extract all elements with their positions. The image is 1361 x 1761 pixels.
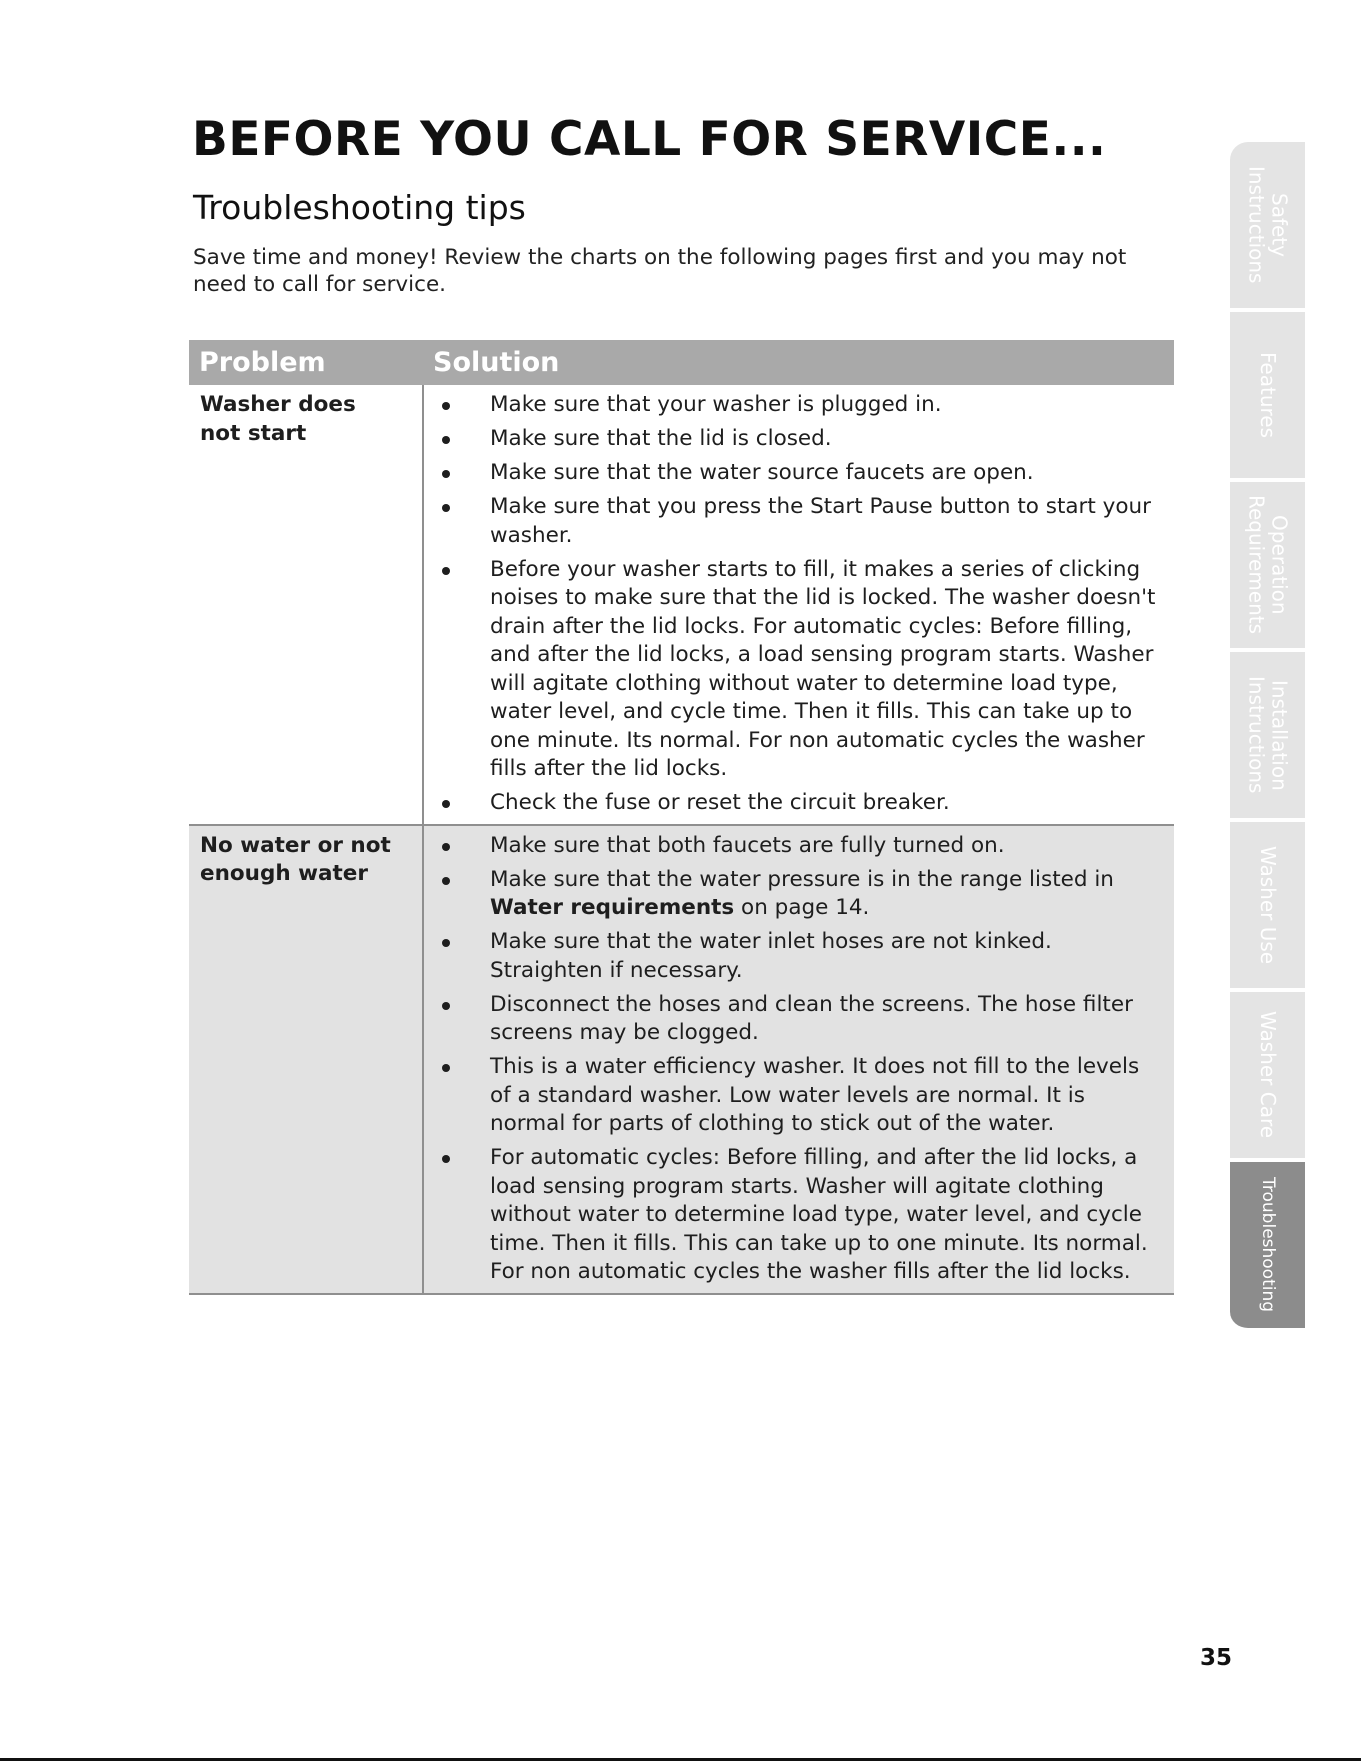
problem-cell [189, 385, 423, 825]
water-requirements-reference: Water requirements [490, 895, 735, 920]
solution-text: on page 14. [734, 895, 870, 920]
solution-item: Make sure that you press the Start Pause button to start your washer. [436, 493, 1164, 550]
solution-item: Check the fuse or reset the circuit breaker. [436, 789, 1164, 818]
tab-label: Troubleshooting [1258, 1177, 1278, 1313]
solution-item: Make sure that the water source faucets are open. [436, 459, 1164, 488]
solution-item: Make sure that your washer is plugged in. [436, 391, 1164, 420]
problem-column-header: Problem [189, 340, 423, 385]
tab-washer-use[interactable] [1230, 822, 1305, 990]
solution-cell [423, 385, 1174, 825]
tab-troubleshooting[interactable] [1230, 1162, 1305, 1330]
problem-text: not start [200, 420, 307, 446]
problem-text: Washer does [200, 392, 356, 417]
troubleshooting-table [189, 340, 1174, 1295]
solution-item: Make sure that both faucets are fully turned on. [436, 832, 1164, 861]
table-row [189, 825, 1174, 1294]
tab-operation-requirements[interactable] [1230, 482, 1305, 650]
tab-label: Washer Care [1256, 1011, 1280, 1139]
solution-text: Make sure that the water pressure is in the range listed in [490, 866, 1114, 892]
tab-washer-care[interactable] [1230, 992, 1305, 1160]
solution-item: Before your washer starts to fill, it makes a series of clicking noises to make sure that the lid is locked. The washer doesn't drain after the lid locks. For automatic cycles: Before filling, and after the lid locks, a load sensing program starts. Washer will agitate clothing without water to determine load type, water level, and cycle time. Then it fills. This can take up to one minute. Its normal. For non automatic cycles the washer fills after the lid locks. [436, 556, 1164, 784]
solution-list [436, 391, 1164, 818]
tab-safety-instructions[interactable] [1230, 142, 1305, 310]
page-number: 35 [1200, 1645, 1233, 1671]
solution-item: Make sure that the water inlet hoses are not kinked. Straighten if necessary. [436, 928, 1164, 985]
tab-features[interactable] [1230, 312, 1305, 480]
tab-label: Operation Requirements [1244, 495, 1292, 635]
solution-list [436, 832, 1164, 1287]
intro-text: Save time and money! Review the charts on the following pages first and you may not need to call for service. [193, 245, 1127, 297]
solution-item: For automatic cycles: Before filling, and after the lid locks, a load sensing program starts. Washer will agitate clothing without water to determine load type, water level, and cycle time. Then it fills. This can take up to one minute. Its normal. For non automatic cycles the washer fills after the lid locks. [436, 1144, 1164, 1287]
solution-item: Make sure that the lid is closed. [436, 425, 1164, 454]
table-header-row [189, 340, 1174, 385]
tab-installation-instructions[interactable] [1230, 652, 1305, 820]
solution-column-header: Solution [423, 340, 1174, 385]
table-row [189, 385, 1174, 825]
page-title: BEFORE YOU CALL FOR SERVICE... [192, 112, 1107, 167]
solution-item: Disconnect the hoses and clean the screens. The hose filter screens may be clogged. [436, 991, 1164, 1048]
solution-cell [423, 825, 1174, 1294]
tab-label: Safety Instructions [1244, 166, 1292, 284]
section-title: Troubleshooting tips [193, 188, 526, 227]
tab-label: Washer Use [1256, 845, 1280, 965]
problem-cell [189, 825, 423, 1294]
solution-item [436, 866, 1164, 923]
tab-label: Features [1256, 352, 1280, 438]
section-tabs [1230, 142, 1305, 1334]
problem-text: enough water [200, 861, 368, 886]
tab-label: Installation Instructions [1244, 676, 1292, 794]
solution-item: This is a water efficiency washer. It does not fill to the levels of a standard washer. Low water levels are normal. It is normal for parts of clothing to stick out of the water. [436, 1053, 1164, 1139]
problem-text: No water or not [200, 832, 391, 858]
